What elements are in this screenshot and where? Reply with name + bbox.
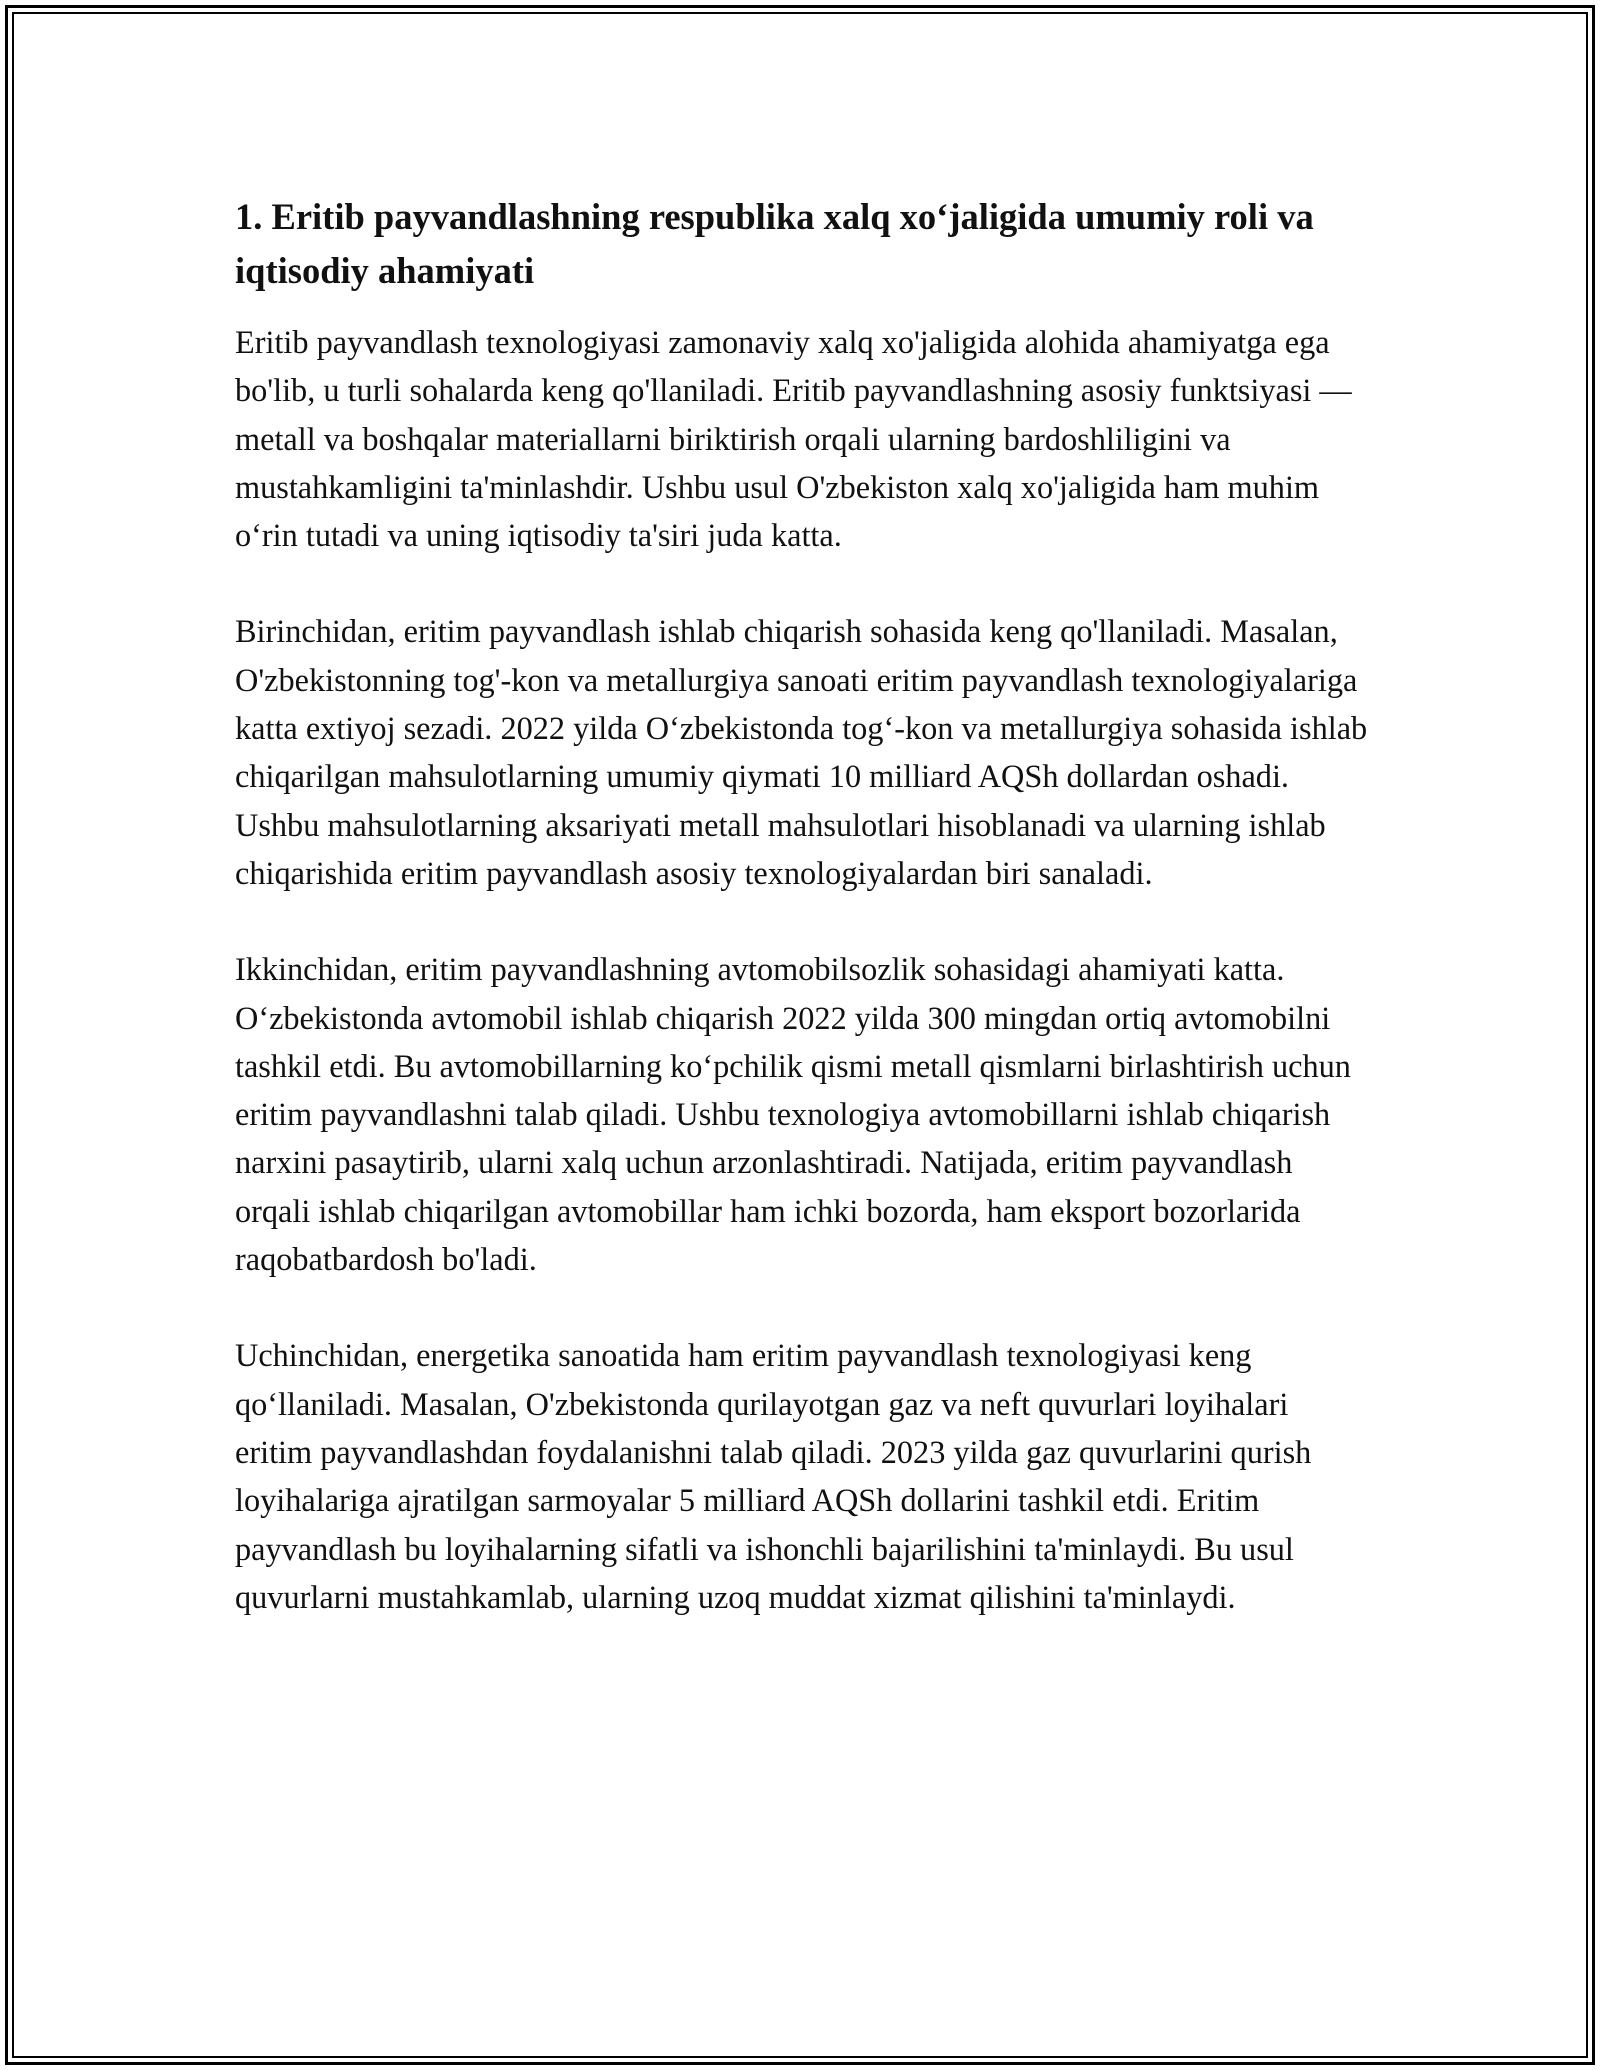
paragraph-first: Birinchidan, eritim payvandlash ishlab chiqarish sohasida keng qo'llaniladi. Masalan, O'zbekistonning tog'-kon va metallurgiya sanoati eritim payvandlash texnologiyalariga katta extiyoj sezadi. 2022 yilda O‘zbekistonda tog‘-kon va metallurgiya sohasida ishlab chiqarilgan mahsulotlarning umumiy qiymati 10 milliard AQSh dollardan oshadi. Ushbu mahsulotlarning aksariyati metall mahsulotlari hisoblanadi va ularning ishlab chiqarishida eritim payvandlash asosiy texnologiyalardan biri sanaladi. (235, 613, 1368, 891)
paragraph-third: Uchinchidan, energetika sanoatida ham eritim payvandlash texnologiyasi keng qo‘llaniladi. Masalan, O'zbekistonda qurilayotgan gaz va neft quvurlari loyihalari eritim payvandlashdan foydalanishni talab qiladi. 2023 yilda gaz quvurlarini qurish loyihalariga ajratilgan sarmoyalar 5 milliard AQSh dollarini tashkil etdi. Eritim payvandlash bu loyihalarning sifatli va ishonchli bajarilishini ta'minlaydi. Bu usul quvurlarni mustahkamlab, ularning uzoq muddat xizmat qilishini ta'minlaydi. (235, 1337, 1312, 1615)
section-heading: 1. Eritib payvandlashning respublika xalq xo‘jaligida umumiy roli va iqtisodiy ahamiyati (235, 196, 1314, 291)
paragraph-second: Ikkinchidan, eritim payvandlashning avtomobilsozlik sohasidagi ahamiyati katta. O‘zbekistonda avtomobil ishlab chiqarish 2022 yilda 300 mingdan ortiq avtomobilni tashkil etdi. Bu avtomobillarning ko‘pchilik qismi metall qismlarni birlashtirish uchun eritim payvandlashni talab qiladi. Ushbu texnologiya avtomobillarni ishlab chiqarish narxini pasaytirib, ularni xalq uchun arzonlashtiradi. Natijada, eritim payvandlash orqali ishlab chiqarilgan avtomobillar ham ichki bozorda, ham eksport bozorlarida raqobatbardosh bo'ladi. (235, 951, 1351, 1278)
paragraph-intro: Eritib payvandlash texnologiyasi zamonaviy xalq xo'jaligida alohida ahamiyatga ega bo'lib, u turli sohalarda keng qo'llaniladi. Eritib payvandlashning asosiy funktsiyasi — metall va boshqalar materiallarni biriktirish orqali ularning bardoshliligini va mustahkamligini ta'minlashdir. Ushbu usul O'zbekiston xalq xo'jaligida ham muhim o‘rin tutadi va uning iqtisodiy ta'siri juda katta. (235, 324, 1352, 554)
document-body (235, 190, 1370, 1669)
